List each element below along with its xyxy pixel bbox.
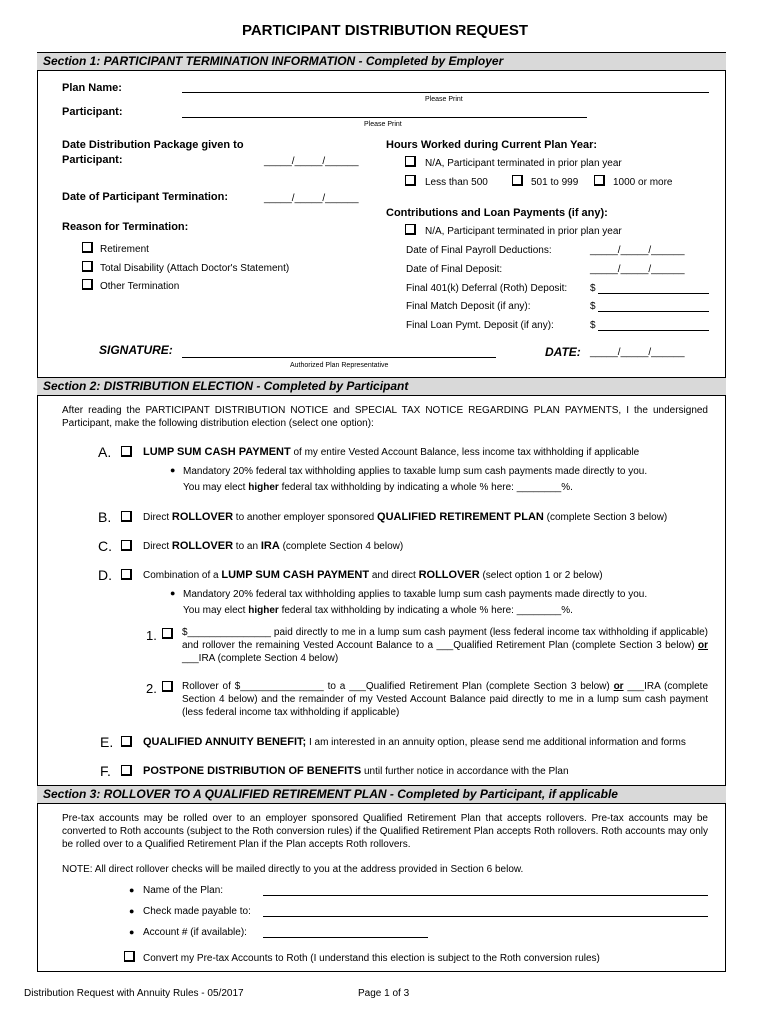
final-match-field[interactable] <box>598 311 709 312</box>
hours-na-label: N/A, Participant terminated in prior plan year <box>425 158 622 169</box>
d-bold1: LUMP SUM CASH PAYMENT <box>221 569 370 581</box>
c-bold1: ROLLOVER <box>171 540 234 552</box>
b-bold2: QUALIFIED RETIREMENT PLAN <box>377 511 544 523</box>
option-a-bold: LUMP SUM CASH PAYMENT <box>143 446 291 458</box>
c-bold2: IRA <box>260 540 280 552</box>
hours-501-checkbox[interactable] <box>512 175 523 186</box>
option-2-number: 2. <box>146 681 157 696</box>
participant-label: Participant: <box>62 106 123 118</box>
option-e-checkbox[interactable] <box>121 736 132 747</box>
date-package-label-2: Participant: <box>62 154 123 166</box>
d-bold2: ROLLOVER <box>418 569 480 581</box>
dollar-sign: $ <box>590 301 596 312</box>
elect-pre: You may elect <box>183 605 249 616</box>
option-f-letter: F. <box>100 763 111 779</box>
participant-field[interactable] <box>182 117 587 118</box>
final-match-label: Final Match Deposit (if any): <box>406 301 531 312</box>
date-termination-field[interactable]: _____/_____/______ <box>264 193 359 204</box>
hours-1000-checkbox[interactable] <box>594 175 605 186</box>
option-c-checkbox[interactable] <box>121 540 132 551</box>
page-title: PARTICIPANT DISTRIBUTION REQUEST <box>241 22 529 39</box>
bullet-icon: ● <box>170 465 176 475</box>
e-rest: I am interested in an annuity option, please send me additional information and forms <box>306 737 686 748</box>
opt2-b: ___IRA (complete Section 4 below) and the remainder of my Vested Account Balance paid directly to me in a lump sum cash payment (less federal income tax withholding if applicable) <box>182 681 709 718</box>
bullet-icon: ● <box>129 927 135 937</box>
payable-to-field[interactable] <box>263 916 708 917</box>
elect-note-d <box>183 605 573 616</box>
section3-para: Pre-tax accounts may be rolled over to an employer sponsored Qualified Retirement Plan that accepts rollovers. Pre-tax accounts may be converted to Roth accounts (subject to the Roth conversion rules) if the Qualified Retirement Plan accepts Roth rollovers. Roth accounts may only be rolled over to a Qualified Retirement Plan if the Plan accepts Roth rollovers. <box>62 813 708 850</box>
date-package-label: Date Distribution Package given to <box>62 139 244 151</box>
option-c-text <box>143 540 403 552</box>
contrib-na-checkbox[interactable] <box>405 224 416 235</box>
option-f-checkbox[interactable] <box>121 765 132 776</box>
signature-label: SIGNATURE: <box>99 343 173 357</box>
mandatory-note-d: Mandatory 20% federal tax withholding applies to taxable lump sum cash payments made directly to you. <box>183 589 648 600</box>
retirement-label: Retirement <box>100 244 149 255</box>
date-termination-label: Date of Participant Termination: <box>62 191 229 203</box>
account-field[interactable] <box>263 937 428 938</box>
option-d-checkbox[interactable] <box>121 569 132 580</box>
option-a-letter: A. <box>98 444 112 460</box>
plan-name-label: Plan Name: <box>62 82 122 94</box>
final-payroll-field[interactable]: _____/_____/______ <box>590 245 685 256</box>
date-label: DATE: <box>545 345 581 359</box>
section2-header: Section 2: DISTRIBUTION ELECTION - Completed by Participant <box>37 377 726 396</box>
elect-bold: higher <box>248 605 279 616</box>
elect-post: federal tax withholding by indicating a whole % here: ________%. <box>278 482 573 493</box>
option-1-text <box>182 626 708 665</box>
contrib-na-label: N/A, Participant terminated in prior plan year <box>425 226 622 237</box>
d-pre: Combination of a <box>143 570 222 581</box>
plan-name-field[interactable] <box>182 92 709 93</box>
final-payroll-label: Date of Final Payroll Deductions: <box>406 245 552 256</box>
final-loan-field[interactable] <box>598 330 709 331</box>
section3-header: Section 3: ROLLOVER TO A QUALIFIED RETIREMENT PLAN - Completed by Participant, if applicable <box>37 785 726 804</box>
hours-na-checkbox[interactable] <box>405 156 416 167</box>
option-1-number: 1. <box>146 628 157 643</box>
section2-intro: After reading the PARTICIPANT DISTRIBUTION NOTICE and SPECIAL TAX NOTICE REGARDING PLAN PAYMENTS, I the undersigned Participant, make the following distribution election (select one option): <box>62 405 708 429</box>
hours-less500-checkbox[interactable] <box>405 175 416 186</box>
elect-post: federal tax withholding by indicating a whole % here: ________%. <box>278 605 573 616</box>
opt2-a: Rollover of $_______________ to a ___Qualified Retirement Plan (complete Section 3 below) <box>182 681 614 692</box>
dollar-sign: $ <box>590 320 596 331</box>
plan-name-s3-label: Name of the Plan: <box>143 885 224 896</box>
hours-label: Hours Worked during Current Plan Year: <box>386 139 598 151</box>
b-post: (complete Section 3 below) <box>543 512 668 523</box>
option-1-checkbox[interactable] <box>162 628 173 639</box>
option-a-rest: of my entire Vested Account Balance, less income tax withholding if applicable <box>290 447 640 458</box>
please-print-note: Please Print <box>425 96 463 103</box>
elect-note-a <box>183 482 573 493</box>
opt1-a: $_______________ paid directly to me in a lump sum cash payment (less federal income tax withholding if applicable) and rollover the remaining Vested Account Balance to a ___Qualified Retirement Plan (complete Section 3 below) <box>182 627 708 651</box>
bullet-icon: ● <box>170 588 176 598</box>
elect-bold: higher <box>248 482 279 493</box>
option-a-checkbox[interactable] <box>121 446 132 457</box>
c-mid: to an <box>233 541 261 552</box>
convert-roth-checkbox[interactable] <box>124 951 135 962</box>
final-401k-label: Final 401(k) Deferral (Roth) Deposit: <box>406 283 568 294</box>
option-b-text <box>143 511 667 523</box>
elect-pre: You may elect <box>183 482 249 493</box>
account-label: Account # (if available): <box>143 927 247 938</box>
option-b-checkbox[interactable] <box>121 511 132 522</box>
section1-header: Section 1: PARTICIPANT TERMINATION INFORMATION - Completed by Employer <box>37 52 726 71</box>
authorized-rep-note: Authorized Plan Representative <box>290 362 389 369</box>
final-401k-field[interactable] <box>598 293 709 294</box>
option-a-text <box>143 446 639 458</box>
hours-501-label: 501 to 999 <box>531 177 579 188</box>
option-e-letter: E. <box>100 734 114 750</box>
footer-page-number: Page 1 of 3 <box>358 988 410 999</box>
please-print-note-2: Please Print <box>364 121 402 128</box>
c-pre: Direct <box>143 541 172 552</box>
b-pre: Direct <box>143 512 172 523</box>
payable-to-label: Check made payable to: <box>143 906 251 917</box>
signature-field[interactable] <box>182 357 496 358</box>
b-bold1: ROLLOVER <box>171 511 234 523</box>
signature-date-field[interactable]: _____/_____/______ <box>590 347 685 358</box>
date-package-field[interactable]: _____/_____/______ <box>264 156 359 167</box>
bullet-icon: ● <box>129 885 135 895</box>
option-2-checkbox[interactable] <box>162 681 173 692</box>
option-d-letter: D. <box>98 567 112 583</box>
other-termination-label: Other Termination <box>100 281 180 292</box>
disability-checkbox[interactable] <box>82 261 93 272</box>
plan-name-s3-field[interactable] <box>263 895 708 896</box>
footer-form-id: Distribution Request with Annuity Rules - 05/2017 <box>24 988 244 999</box>
d-post: (select option 1 or 2 below) <box>479 570 603 581</box>
f-rest: until further notice in accordance with the Plan <box>361 766 569 777</box>
opt2-or: or <box>613 681 624 692</box>
option-e-text <box>143 736 686 748</box>
hours-1000-label: 1000 or more <box>613 177 673 188</box>
opt1-b: ___IRA (complete Section 4 below) <box>182 653 339 664</box>
b-mid: to another employer sponsored <box>233 512 378 523</box>
disability-label: Total Disability (Attach Doctor's Statement) <box>100 263 290 274</box>
e-bold: QUALIFIED ANNUITY BENEFIT; <box>143 736 307 748</box>
retirement-checkbox[interactable] <box>82 242 93 253</box>
reason-label: Reason for Termination: <box>62 221 189 233</box>
bullet-icon: ● <box>129 906 135 916</box>
final-deposit-label: Date of Final Deposit: <box>406 264 503 275</box>
f-bold: POSTPONE DISTRIBUTION OF BENEFITS <box>143 765 362 777</box>
final-loan-label: Final Loan Pymt. Deposit (if any): <box>406 320 554 331</box>
opt1-or: or <box>698 640 708 651</box>
dollar-sign: $ <box>590 283 596 294</box>
option-c-letter: C. <box>98 538 112 554</box>
final-deposit-field[interactable]: _____/_____/______ <box>590 264 685 275</box>
d-mid: and direct <box>369 570 419 581</box>
section3-note: NOTE: All direct rollover checks will be mailed directly to you at the address provided in Section 6 below. <box>62 864 524 875</box>
c-post: (complete Section 4 below) <box>279 541 404 552</box>
option-f-text <box>143 765 569 777</box>
option-b-letter: B. <box>98 509 112 525</box>
option-d-text <box>143 569 603 581</box>
contrib-label: Contributions and Loan Payments (if any): <box>386 207 608 219</box>
convert-roth-label: Convert my Pre-tax Accounts to Roth (I understand this election is subject to the Roth conversion rules) <box>143 953 600 964</box>
hours-less500-label: Less than 500 <box>425 177 488 188</box>
option-2-text <box>182 680 708 719</box>
mandatory-note-a: Mandatory 20% federal tax withholding applies to taxable lump sum cash payments made directly to you. <box>183 466 648 477</box>
other-termination-checkbox[interactable] <box>82 279 93 290</box>
